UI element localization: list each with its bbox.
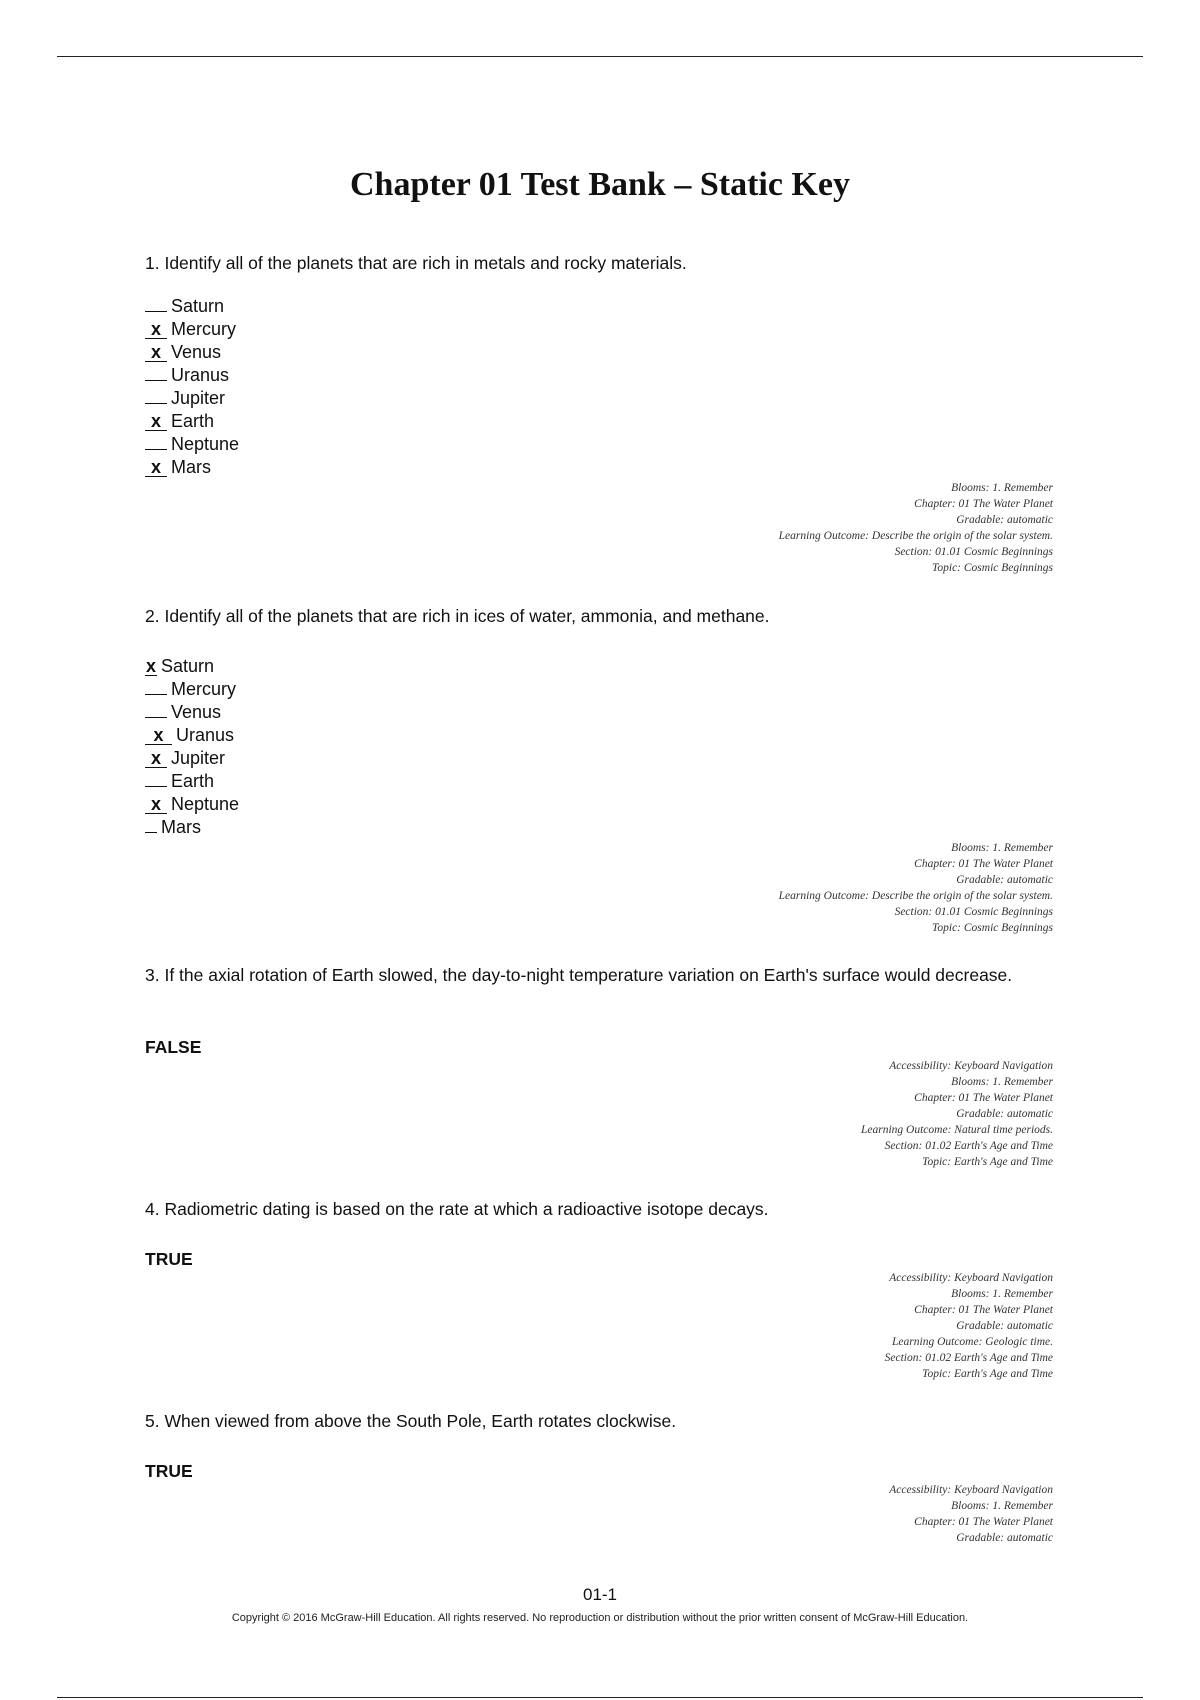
question-5-text: 5. When viewed from above the South Pole, Earth rotates clockwise.: [145, 1411, 677, 1431]
option: [145, 318, 239, 341]
meta-line: Chapter: 01 The Water Planet: [914, 858, 1053, 870]
answer-mark: x: [145, 413, 167, 431]
question-5-answer: TRUE: [145, 1461, 193, 1481]
meta-line: Gradable: automatic: [956, 514, 1053, 526]
meta-line: Section: 01.01 Cosmic Beginnings: [894, 546, 1053, 558]
option: [145, 364, 239, 387]
meta-line: Topic: Cosmic Beginnings: [932, 922, 1053, 934]
meta-line: Blooms: 1. Remember: [951, 1076, 1053, 1088]
meta-line: Learning Outcome: Describe the origin of the solar system.: [778, 530, 1053, 542]
meta-line: Blooms: 1. Remember: [951, 842, 1053, 854]
answer-mark: [145, 311, 167, 312]
meta-line: Blooms: 1. Remember: [951, 1288, 1053, 1300]
answer-mark: [145, 832, 157, 833]
option-label: Mars: [161, 817, 201, 837]
option: [145, 747, 239, 770]
answer-mark: [145, 449, 167, 450]
meta-line: Chapter: 01 The Water Planet: [914, 1092, 1053, 1104]
meta-line: Section: 01.02 Earth's Age and Time: [884, 1140, 1053, 1152]
option: [145, 724, 239, 747]
meta-line: Blooms: 1. Remember: [951, 1500, 1053, 1512]
answer-mark: [145, 786, 167, 787]
meta-line: Section: 01.02 Earth's Age and Time: [884, 1352, 1053, 1364]
meta-line: Gradable: automatic: [956, 1320, 1053, 1332]
option-label: Saturn: [161, 656, 215, 676]
question-4-text: 4. Radiometric dating is based on the rate at which a radioactive isotope decays.: [145, 1199, 769, 1219]
option: [145, 410, 239, 433]
option-label: Jupiter: [171, 388, 226, 408]
top-rule: [57, 56, 1143, 57]
meta-line: Topic: Cosmic Beginnings: [932, 562, 1053, 574]
answer-mark: [145, 380, 167, 381]
meta-line: Blooms: 1. Remember: [951, 482, 1053, 494]
option: [145, 341, 239, 364]
page-number: 01-1: [582, 1585, 618, 1604]
question-1-metadata: [779, 480, 1053, 576]
question-2-options: [145, 655, 239, 839]
option-label: Mars: [171, 457, 211, 477]
option: [145, 456, 239, 479]
option: [145, 433, 239, 456]
answer-mark: x: [145, 344, 167, 362]
answer-mark: x: [145, 727, 172, 745]
page-title: Chapter 01 Test Bank – Static Key: [350, 166, 850, 203]
answer-mark: x: [145, 459, 167, 477]
question-2-text: 2. Identify all of the planets that are rich in ices of water, ammonia, and methane.: [145, 606, 770, 626]
option-label: Venus: [171, 702, 222, 722]
meta-line: Learning Outcome: Describe the origin of the solar system.: [778, 890, 1053, 902]
meta-line: Learning Outcome: Natural time periods.: [861, 1124, 1053, 1136]
option: [145, 770, 239, 793]
option-label: Mercury: [171, 679, 237, 699]
question-4-metadata: [885, 1270, 1053, 1382]
answer-mark: x: [145, 656, 156, 676]
option-label: Uranus: [176, 725, 235, 745]
option: [145, 678, 239, 701]
bottom-rule: [57, 1697, 1143, 1698]
meta-line: Chapter: 01 The Water Planet: [914, 1304, 1053, 1316]
option-label: Earth: [171, 411, 215, 431]
answer-mark: [145, 694, 167, 695]
question-3-metadata: [861, 1058, 1053, 1170]
option-label: Neptune: [171, 434, 240, 454]
option-label: Saturn: [171, 296, 225, 316]
option-label: Venus: [171, 342, 222, 362]
answer-mark: x: [145, 321, 167, 339]
option: [145, 655, 239, 678]
answer-mark: [145, 403, 167, 404]
option: [145, 701, 239, 724]
meta-line: Topic: Earth's Age and Time: [922, 1156, 1053, 1168]
question-4-answer: TRUE: [145, 1249, 193, 1269]
option: [145, 793, 239, 816]
question-5-metadata: [889, 1482, 1053, 1546]
question-3-answer: FALSE: [145, 1037, 202, 1057]
option-label: Mercury: [171, 319, 237, 339]
meta-line: Topic: Earth's Age and Time: [922, 1368, 1053, 1380]
option: [145, 816, 239, 839]
meta-line: Gradable: automatic: [956, 1532, 1053, 1544]
option: [145, 295, 239, 318]
option-label: Uranus: [171, 365, 230, 385]
question-1-text: 1. Identify all of the planets that are rich in metals and rocky materials.: [145, 253, 687, 273]
option-label: Jupiter: [171, 748, 226, 768]
meta-line: Chapter: 01 The Water Planet: [914, 498, 1053, 510]
meta-line: Section: 01.01 Cosmic Beginnings: [894, 906, 1053, 918]
answer-mark: x: [145, 750, 167, 768]
answer-mark: [145, 717, 167, 718]
meta-line: Accessibility: Keyboard Navigation: [889, 1060, 1053, 1072]
answer-mark: x: [145, 796, 167, 814]
option-label: Earth: [171, 771, 215, 791]
question-3-text: 3. If the axial rotation of Earth slowed, the day-to-night temperature variation on Earth's surface would decrease.: [145, 965, 1013, 985]
meta-line: Chapter: 01 The Water Planet: [914, 1516, 1053, 1528]
option: [145, 387, 239, 410]
question-1-options: [145, 295, 239, 479]
meta-line: Learning Outcome: Geologic time.: [892, 1336, 1053, 1348]
meta-line: Gradable: automatic: [956, 1108, 1053, 1120]
option-label: Neptune: [171, 794, 240, 814]
meta-line: Gradable: automatic: [956, 874, 1053, 886]
meta-line: Accessibility: Keyboard Navigation: [889, 1272, 1053, 1284]
copyright-notice: Copyright © 2016 McGraw-Hill Education. All rights reserved. No reproduction or distribution without the prior written consent of McGraw-Hill Education.: [231, 1612, 969, 1624]
meta-line: Accessibility: Keyboard Navigation: [889, 1484, 1053, 1496]
question-2-metadata: [779, 840, 1053, 936]
